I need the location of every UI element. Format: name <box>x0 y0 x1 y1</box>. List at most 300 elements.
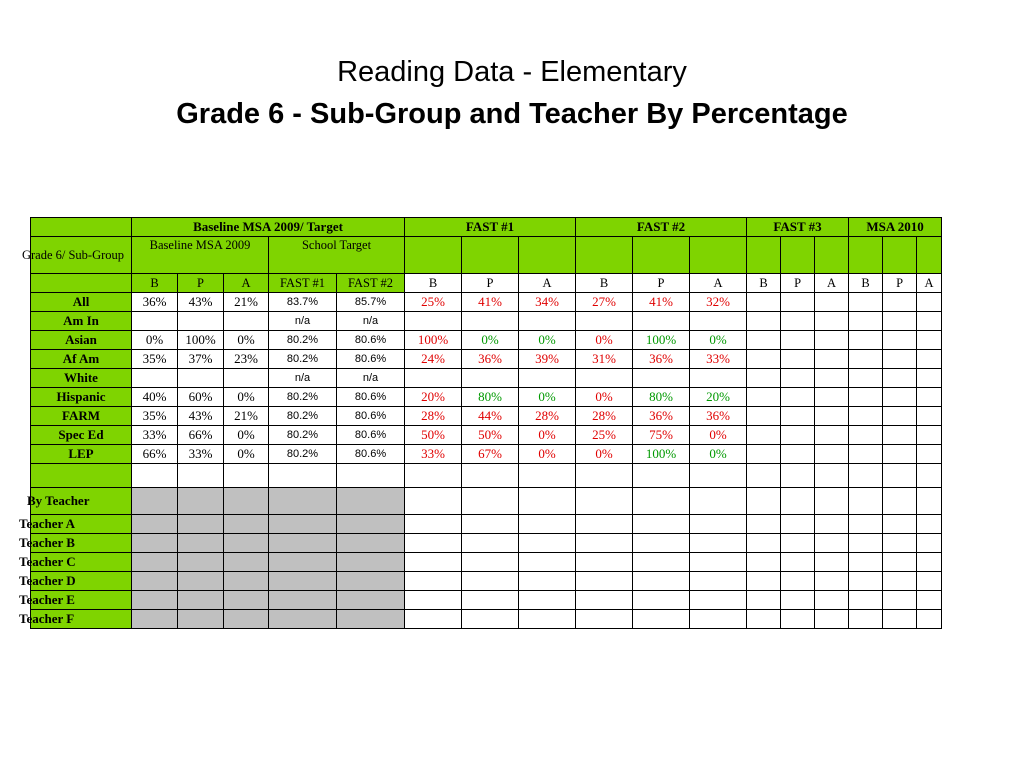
empty-cell <box>519 464 576 488</box>
empty-cell <box>815 610 849 629</box>
shaded-cell <box>178 610 224 629</box>
fast2-cell <box>690 312 747 331</box>
empty-cell <box>519 572 576 591</box>
empty-cell <box>747 610 781 629</box>
row-label: FARM <box>31 407 132 426</box>
empty-cell <box>815 515 849 534</box>
column-header: FAST #2 <box>337 274 405 293</box>
shaded-cell <box>224 610 269 629</box>
shaded-cell <box>337 610 405 629</box>
empty-cell <box>747 488 781 515</box>
empty-cell <box>462 488 519 515</box>
empty-cell <box>917 312 942 331</box>
empty-cell <box>883 445 917 464</box>
fast2-cell: 33% <box>690 350 747 369</box>
fast2-cell: 0% <box>576 445 633 464</box>
empty-cell <box>576 591 633 610</box>
empty-cell <box>405 610 462 629</box>
header-empty <box>633 237 690 274</box>
teacher-label <box>19 534 132 553</box>
empty-cell <box>781 464 815 488</box>
shaded-cell <box>132 572 178 591</box>
shaded-cell <box>132 553 178 572</box>
empty-cell <box>815 312 849 331</box>
target-cell: 85.7% <box>337 293 405 312</box>
row-label: Hispanic <box>31 388 132 407</box>
column-header: FAST #1 <box>269 274 337 293</box>
empty-cell <box>917 534 942 553</box>
fast1-cell <box>462 312 519 331</box>
teacher-label <box>19 572 132 591</box>
empty-cell <box>405 534 462 553</box>
empty-cell <box>815 572 849 591</box>
shaded-cell <box>178 572 224 591</box>
empty-cell <box>781 293 815 312</box>
column-header: A <box>224 274 269 293</box>
by-teacher-text: By Teacher <box>27 493 90 508</box>
empty-cell <box>883 515 917 534</box>
empty-cell <box>519 610 576 629</box>
fast2-cell: 100% <box>633 445 690 464</box>
column-header: P <box>781 274 815 293</box>
shaded-cell <box>269 534 337 553</box>
shaded-cell <box>224 534 269 553</box>
empty-cell <box>747 591 781 610</box>
shaded-cell <box>269 488 337 515</box>
target-cell: 80.6% <box>337 445 405 464</box>
reading-data-table <box>19 217 942 629</box>
fast2-cell: 36% <box>690 407 747 426</box>
empty-cell <box>747 293 781 312</box>
empty-cell <box>917 407 942 426</box>
empty-cell <box>917 426 942 445</box>
column-header: P <box>883 274 917 293</box>
baseline-cell: 43% <box>178 293 224 312</box>
empty-cell <box>917 388 942 407</box>
empty-cell <box>883 534 917 553</box>
fast1-cell: 34% <box>519 293 576 312</box>
empty-cell <box>815 369 849 388</box>
empty-cell <box>747 331 781 350</box>
target-cell: 80.2% <box>269 426 337 445</box>
teacher-row <box>31 534 942 553</box>
fast1-cell <box>462 369 519 388</box>
empty-cell <box>849 610 883 629</box>
empty-cell <box>405 488 462 515</box>
shaded-cell <box>132 610 178 629</box>
header-subgroup-label: Grade 6/ Sub-Group <box>31 237 132 274</box>
empty-cell <box>883 407 917 426</box>
baseline-cell <box>132 369 178 388</box>
empty-cell <box>519 553 576 572</box>
empty-cell <box>883 572 917 591</box>
header-empty <box>815 237 849 274</box>
baseline-cell: 23% <box>224 350 269 369</box>
empty-cell <box>815 488 849 515</box>
column-header: B <box>576 274 633 293</box>
empty-cell <box>917 610 942 629</box>
baseline-cell: 0% <box>132 331 178 350</box>
empty-cell <box>747 312 781 331</box>
baseline-cell <box>178 312 224 331</box>
teacher-label <box>19 515 132 534</box>
column-header: A <box>815 274 849 293</box>
empty-cell <box>633 464 690 488</box>
shaded-cell <box>337 553 405 572</box>
empty-cell <box>815 388 849 407</box>
fast2-cell: 0% <box>690 331 747 350</box>
empty-cell <box>781 515 815 534</box>
shaded-cell <box>337 515 405 534</box>
header-empty <box>690 237 747 274</box>
fast2-cell: 28% <box>576 407 633 426</box>
teacher-label <box>19 553 132 572</box>
baseline-cell: 66% <box>178 426 224 445</box>
empty-cell <box>849 426 883 445</box>
shaded-cell <box>337 591 405 610</box>
shaded-cell <box>224 515 269 534</box>
empty-cell <box>178 464 224 488</box>
empty-cell <box>690 610 747 629</box>
shaded-cell <box>178 591 224 610</box>
fast2-cell: 0% <box>576 331 633 350</box>
empty-cell <box>690 591 747 610</box>
target-cell: n/a <box>269 369 337 388</box>
empty-cell <box>519 591 576 610</box>
empty-cell <box>849 407 883 426</box>
empty-cell <box>690 572 747 591</box>
fast1-cell: 20% <box>405 388 462 407</box>
empty-cell <box>815 591 849 610</box>
empty-cell <box>883 553 917 572</box>
empty-cell <box>519 488 576 515</box>
fast1-cell: 67% <box>462 445 519 464</box>
empty-cell <box>633 572 690 591</box>
baseline-cell: 35% <box>132 350 178 369</box>
fast1-cell: 0% <box>519 331 576 350</box>
teacher-row <box>31 572 942 591</box>
fast1-cell <box>519 369 576 388</box>
empty-cell <box>883 591 917 610</box>
empty-cell <box>405 572 462 591</box>
column-header: P <box>178 274 224 293</box>
empty-cell <box>747 426 781 445</box>
empty-cell <box>849 591 883 610</box>
empty-cell <box>633 534 690 553</box>
target-cell: 80.2% <box>269 407 337 426</box>
baseline-cell: 36% <box>132 293 178 312</box>
empty-cell <box>917 572 942 591</box>
fast1-cell: 50% <box>462 426 519 445</box>
fast1-cell <box>405 312 462 331</box>
shaded-cell <box>178 534 224 553</box>
empty-cell <box>462 591 519 610</box>
empty-cell <box>747 572 781 591</box>
empty-cell <box>781 350 815 369</box>
empty-cell <box>781 331 815 350</box>
empty-cell <box>849 369 883 388</box>
empty-cell <box>883 312 917 331</box>
fast2-cell <box>633 312 690 331</box>
baseline-cell <box>224 369 269 388</box>
fast2-cell: 36% <box>633 350 690 369</box>
fast1-cell: 33% <box>405 445 462 464</box>
empty-cell <box>690 534 747 553</box>
shaded-cell <box>269 591 337 610</box>
empty-cell <box>883 293 917 312</box>
row-label: White <box>31 369 132 388</box>
shaded-cell <box>178 488 224 515</box>
baseline-cell: 35% <box>132 407 178 426</box>
shaded-cell <box>224 572 269 591</box>
header-empty <box>519 237 576 274</box>
empty-cell <box>519 515 576 534</box>
row-label: Spec Ed <box>31 426 132 445</box>
teacher-name: Teacher B <box>19 535 75 550</box>
fast1-cell: 44% <box>462 407 519 426</box>
column-header: A <box>519 274 576 293</box>
empty-cell <box>883 488 917 515</box>
header-fast1: FAST #1 <box>405 218 576 237</box>
row-label: Asian <box>31 331 132 350</box>
empty-cell <box>815 331 849 350</box>
empty-cell <box>519 534 576 553</box>
row-label: All <box>31 293 132 312</box>
empty-cell <box>462 610 519 629</box>
header-empty <box>883 237 917 274</box>
fast1-cell: 24% <box>405 350 462 369</box>
empty-cell <box>815 553 849 572</box>
empty-cell <box>781 553 815 572</box>
target-cell: 80.6% <box>337 426 405 445</box>
empty-cell <box>576 572 633 591</box>
fast2-cell: 32% <box>690 293 747 312</box>
row-label: Af Am <box>31 350 132 369</box>
teacher-name: Teacher F <box>19 611 75 626</box>
empty-cell <box>815 534 849 553</box>
column-header: B <box>132 274 178 293</box>
table-body <box>19 218 942 629</box>
empty-cell <box>917 488 942 515</box>
table-row <box>31 312 942 331</box>
empty-cell <box>849 293 883 312</box>
empty-cell <box>747 388 781 407</box>
shaded-cell <box>337 534 405 553</box>
empty-cell <box>781 488 815 515</box>
teacher-row <box>31 610 942 629</box>
empty-cell <box>781 369 815 388</box>
by-teacher-row <box>31 488 942 515</box>
teacher-name: Teacher C <box>19 554 76 569</box>
header-msa2010: MSA 2010 <box>849 218 942 237</box>
table-row <box>31 293 942 312</box>
target-cell: 80.2% <box>269 388 337 407</box>
target-cell: 80.2% <box>269 445 337 464</box>
table-row <box>31 350 942 369</box>
empty-cell <box>883 388 917 407</box>
empty-cell <box>781 534 815 553</box>
empty-cell <box>815 293 849 312</box>
table-row <box>31 331 942 350</box>
header-empty <box>462 237 519 274</box>
column-header: P <box>462 274 519 293</box>
empty-cell <box>462 534 519 553</box>
column-header: B <box>405 274 462 293</box>
baseline-cell: 40% <box>132 388 178 407</box>
fast2-cell <box>576 312 633 331</box>
empty-cell <box>633 515 690 534</box>
header-fast3: FAST #3 <box>747 218 849 237</box>
empty-cell <box>849 515 883 534</box>
baseline-cell: 0% <box>224 388 269 407</box>
target-cell: n/a <box>269 312 337 331</box>
fast1-cell <box>519 312 576 331</box>
baseline-cell: 33% <box>132 426 178 445</box>
empty-cell <box>883 426 917 445</box>
teacher-row <box>31 553 942 572</box>
empty-cell <box>747 407 781 426</box>
baseline-cell: 37% <box>178 350 224 369</box>
empty-cell <box>576 464 633 488</box>
by-teacher-label <box>27 488 132 515</box>
empty-cell <box>917 331 942 350</box>
header-row-2 <box>31 237 942 274</box>
empty-cell <box>576 553 633 572</box>
header-corner-cell <box>31 218 132 237</box>
empty-cell <box>849 464 883 488</box>
empty-cell <box>781 445 815 464</box>
empty-cell <box>781 312 815 331</box>
empty-cell <box>747 515 781 534</box>
fast1-cell: 39% <box>519 350 576 369</box>
header-row-3 <box>31 274 942 293</box>
empty-cell <box>405 515 462 534</box>
fast1-cell: 0% <box>519 426 576 445</box>
teacher-row <box>31 591 942 610</box>
column-header: A <box>917 274 942 293</box>
shaded-cell <box>224 488 269 515</box>
header-baseline-msa-2009: Baseline MSA 2009 <box>132 237 269 274</box>
teacher-name: Teacher A <box>19 516 75 531</box>
empty-cell <box>849 350 883 369</box>
empty-cell <box>224 464 269 488</box>
fast2-cell <box>690 369 747 388</box>
baseline-cell <box>224 312 269 331</box>
header-empty <box>849 237 883 274</box>
empty-cell <box>883 464 917 488</box>
row-label <box>31 464 132 488</box>
empty-cell <box>462 553 519 572</box>
target-cell: 80.6% <box>337 388 405 407</box>
empty-cell <box>747 553 781 572</box>
fast2-cell: 0% <box>576 388 633 407</box>
empty-cell <box>849 331 883 350</box>
target-cell: 80.2% <box>269 331 337 350</box>
data-table-container <box>19 217 942 632</box>
fast2-cell: 0% <box>690 426 747 445</box>
baseline-cell: 0% <box>224 426 269 445</box>
baseline-cell: 43% <box>178 407 224 426</box>
teacher-name: Teacher D <box>19 573 76 588</box>
target-cell: 80.2% <box>269 350 337 369</box>
row-label: Am In <box>31 312 132 331</box>
baseline-cell <box>132 312 178 331</box>
empty-cell <box>815 426 849 445</box>
empty-cell <box>462 464 519 488</box>
empty-cell <box>917 591 942 610</box>
empty-cell <box>883 610 917 629</box>
fast2-cell: 31% <box>576 350 633 369</box>
shaded-cell <box>337 488 405 515</box>
baseline-cell: 100% <box>178 331 224 350</box>
baseline-cell: 21% <box>224 407 269 426</box>
empty-cell <box>747 464 781 488</box>
empty-cell <box>849 388 883 407</box>
baseline-cell: 0% <box>224 445 269 464</box>
page-subtitle: Grade 6 - Sub-Group and Teacher By Percentage <box>176 98 848 130</box>
empty-cell <box>917 350 942 369</box>
empty-cell <box>405 464 462 488</box>
empty-cell <box>633 488 690 515</box>
teacher-label <box>19 610 132 629</box>
fast1-cell: 0% <box>519 445 576 464</box>
fast1-cell <box>405 369 462 388</box>
fast2-cell: 25% <box>576 426 633 445</box>
empty-cell <box>781 610 815 629</box>
empty-cell <box>917 369 942 388</box>
empty-cell <box>690 515 747 534</box>
table-row <box>31 388 942 407</box>
header-baseline-target: Baseline MSA 2009/ Target <box>132 218 405 237</box>
empty-cell <box>917 464 942 488</box>
empty-cell <box>576 534 633 553</box>
header-empty <box>747 237 781 274</box>
header-row-1 <box>31 218 942 237</box>
header-fast2: FAST #2 <box>576 218 747 237</box>
empty-cell <box>747 369 781 388</box>
empty-cell <box>405 553 462 572</box>
empty-cell <box>883 350 917 369</box>
empty-cell <box>917 553 942 572</box>
empty-cell <box>917 515 942 534</box>
shaded-cell <box>269 515 337 534</box>
baseline-cell <box>178 369 224 388</box>
empty-cell <box>690 464 747 488</box>
blank-row <box>31 464 942 488</box>
shaded-cell <box>269 553 337 572</box>
empty-cell <box>849 312 883 331</box>
shaded-cell <box>132 515 178 534</box>
column-header: B <box>849 274 883 293</box>
empty-cell <box>781 591 815 610</box>
baseline-cell: 0% <box>224 331 269 350</box>
fast1-cell: 80% <box>462 388 519 407</box>
header-school-target: School Target <box>269 237 405 274</box>
page-title: Reading Data - Elementary <box>337 56 687 88</box>
empty-cell <box>747 350 781 369</box>
fast2-cell <box>576 369 633 388</box>
empty-cell <box>576 488 633 515</box>
empty-cell <box>576 515 633 534</box>
header-empty <box>405 237 462 274</box>
empty-cell <box>849 534 883 553</box>
empty-cell <box>132 464 178 488</box>
target-cell: n/a <box>337 369 405 388</box>
fast1-cell: 36% <box>462 350 519 369</box>
baseline-cell: 60% <box>178 388 224 407</box>
table-row <box>31 445 942 464</box>
target-cell: 80.6% <box>337 350 405 369</box>
